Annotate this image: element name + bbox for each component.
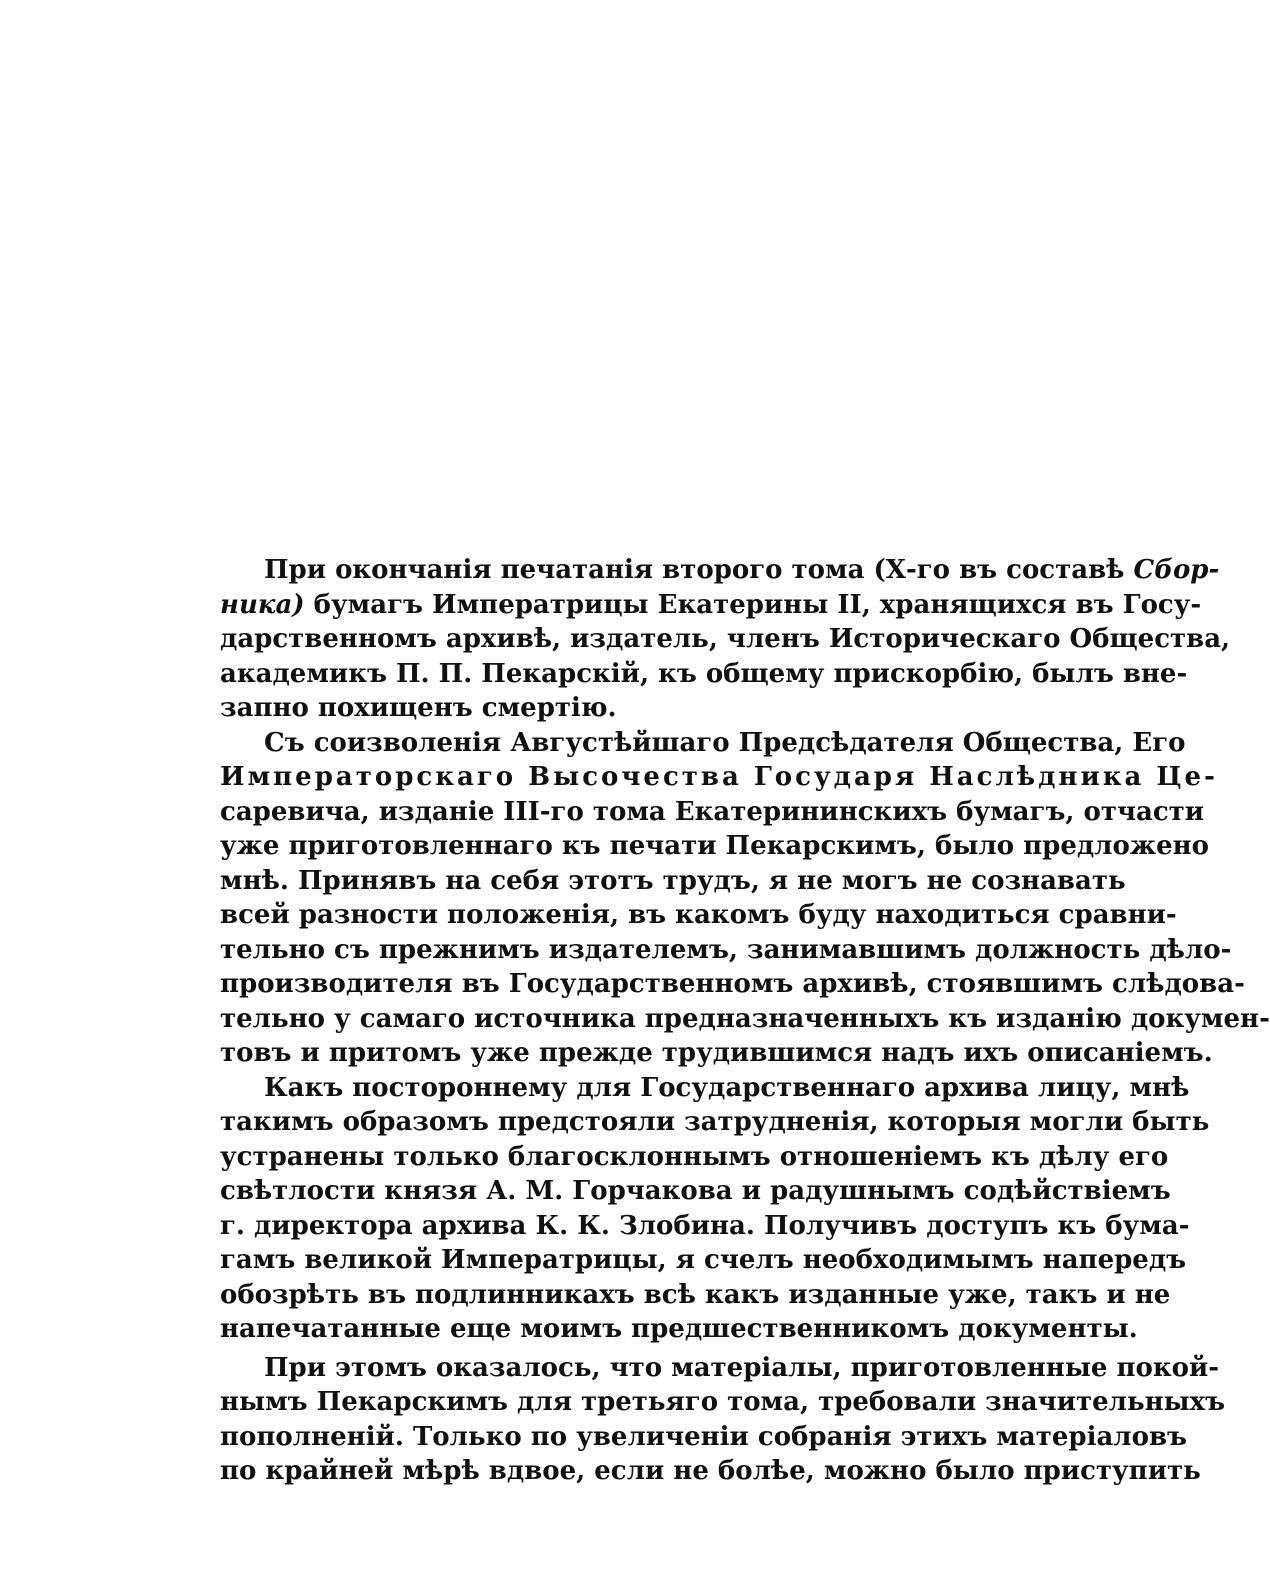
text-line: напечатанные еще моимъ предшественникомъ документы.	[220, 1314, 1138, 1344]
paragraph-2	[220, 726, 1270, 1071]
paragraph-3	[220, 1071, 1210, 1347]
italic-term: Сбор-	[1133, 555, 1220, 585]
text-line: всей разности положенія, въ какомъ буду находиться сравни-	[220, 900, 1177, 930]
text-line: Какъ постороннему для Государственнаго архива лицу, мнѣ	[264, 1072, 1190, 1103]
text-line: свѣтлости князя А. М. Горчакова и радушнымъ содѣйствіемъ	[220, 1176, 1171, 1206]
text-line: производителя въ Государственномъ архивѣ, стоявшимъ слѣдова-	[220, 969, 1245, 999]
text-line: товъ и притомъ уже прежде трудившимся надъ ихъ описаніемъ.	[220, 1038, 1213, 1068]
text-line: запно похищенъ смертію.	[220, 693, 617, 723]
paragraph-4	[220, 1351, 1226, 1489]
text-line: тельно съ прежнимъ издателемъ, занимавшимъ должность дѣло-	[220, 934, 1232, 965]
text-line: дарственномъ архивѣ, издатель, членъ Историческаго Общества,	[220, 624, 1231, 654]
text-line: ника) бумагъ Императрицы Екатерины II, хранящихся въ Госу-	[220, 589, 1202, 620]
italic-term: ника)	[220, 589, 305, 620]
text-line: пополненій. Только по увеличеніи собранія этихъ матеріаловъ	[220, 1421, 1187, 1452]
text-line: При окончанія печатанія второго тома (Х-го въ составѣ Сбор-	[264, 555, 1220, 585]
text-line: устранены только благосклоннымъ отношеніемъ къ дѣлу его	[220, 1141, 1169, 1172]
text-line: обозрѣть въ подлинникахъ всѣ какъ изданные уже, такъ и не	[220, 1279, 1171, 1310]
text-line: гамъ великой Императрицы, я счелъ необходимымъ напередъ	[220, 1245, 1187, 1275]
text-line: нымъ Пекарскимъ для третьяго тома, требовали значительныхъ	[220, 1387, 1226, 1417]
paragraph-1	[220, 553, 1231, 726]
text-line: академикъ П. П. Пекарскій, къ общему прискорбію, былъ вне-	[220, 658, 1188, 689]
text-line: по крайней мѣрѣ вдвое, если не болѣе, можно было приступить	[220, 1456, 1201, 1486]
text-line: такимъ образомъ предстояли затрудненія, которыя могли быть	[220, 1107, 1210, 1137]
text-line: Императорскаго Высочества Государя Наслѣдника Це-	[220, 762, 1218, 792]
text-line: уже приготовленнаго къ печати Пекарскимъ, было предложено	[220, 831, 1210, 861]
text-line: саревича, изданіе III-го тома Екатерининскихъ бумагъ, отчасти	[220, 796, 1205, 827]
text-line: г. директора архива К. К. Злобина. Получивъ доступъ къ бума-	[220, 1210, 1190, 1241]
text-line: мнѣ. Принявъ на себя этотъ трудъ, я не могъ не сознавать	[220, 865, 1126, 896]
text-line: Съ соизволенія Августѣйшаго Предсѣдателя Общества, Его	[264, 727, 1186, 758]
body-text	[220, 553, 1270, 1489]
text-line: При этомъ оказалось, что матеріалы, приготовленные покой-	[264, 1352, 1220, 1383]
text-line: тельно у самаго источника предназначенныхъ къ изданію докумен-	[220, 1003, 1270, 1034]
